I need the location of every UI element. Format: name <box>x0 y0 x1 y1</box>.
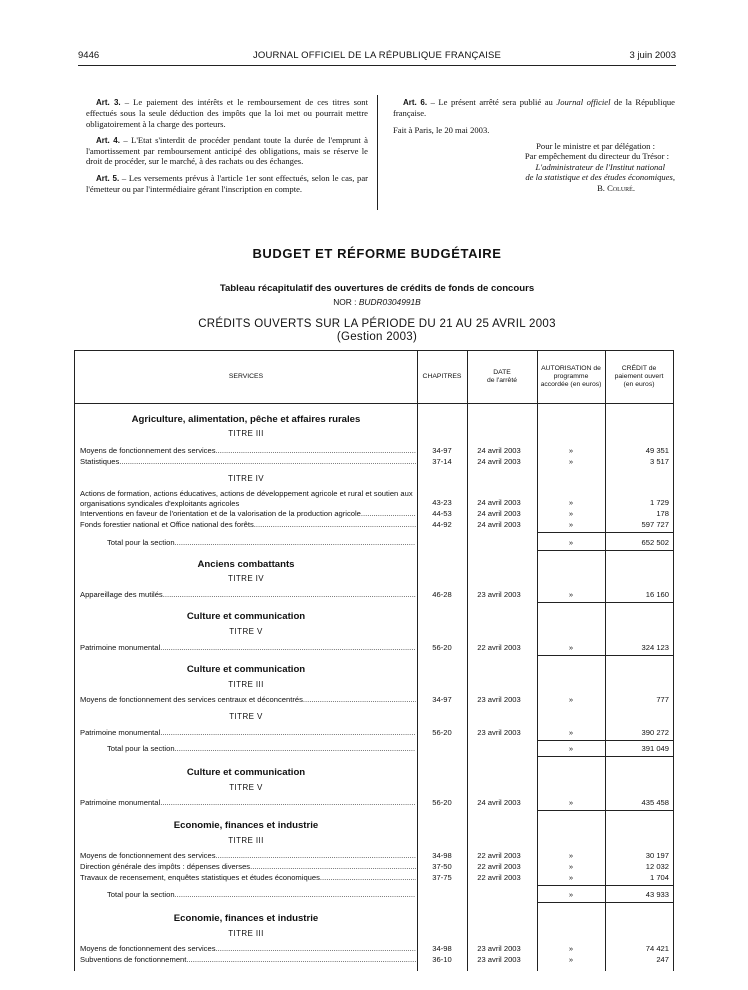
titre-label: TITRE IV <box>227 574 265 583</box>
credits-table <box>74 350 674 971</box>
table-row: Fonds forestier national et Office national des forêts ..... 44-92 24 avril 2003 » 597 727 <box>75 519 673 530</box>
total-rule <box>537 550 673 551</box>
titre-label: TITRE V <box>229 712 263 721</box>
titre-label: TITRE IV <box>227 474 265 483</box>
section-rule <box>537 602 673 603</box>
signatory-name: B. Coluré. <box>597 182 635 193</box>
titre-label: TITRE V <box>229 627 263 636</box>
table-row: Interventions en faveur de l'orientation et de la valorisation de la production agricole ..... 44-53 24 avril 2003 » 178 <box>75 508 673 519</box>
table-row: Patrimoine monumental ..... 56-20 23 avril 2003 » 390 272 <box>75 727 673 738</box>
page-number: 9446 <box>78 50 100 61</box>
table-row-label: Actions de formation, actions éducatives, actions de développement agricole et rural et soutien aux organisations syndicales d'exploitants agricoles <box>80 489 413 508</box>
total-rule <box>537 532 673 533</box>
total-rule <box>537 756 673 757</box>
section-heading: Culture et communication <box>186 767 306 778</box>
header-rule <box>78 65 676 66</box>
credits-period-title: CRÉDITS OUVERTS SUR LA PÉRIODE DU 21 AU 25 AVRIL 2003 (Gestion 2003) <box>198 318 556 343</box>
titre-label: TITRE III <box>228 929 264 938</box>
section-heading: Economie, finances et industrie <box>173 820 319 831</box>
total-row: Total pour la section ..... » 652 502 <box>75 537 673 548</box>
section-heading: Culture et communication <box>186 611 306 622</box>
table-row: Statistiques ..... 37-14 24 avril 2003 » 3 517 <box>75 456 673 467</box>
titre-label: TITRE III <box>228 429 264 438</box>
header-row-rule <box>75 403 673 404</box>
section-rule <box>537 810 673 811</box>
titre-label: TITRE V <box>229 783 263 792</box>
table-row: Appareillage des mutilés ..... 46-28 23 avril 2003 » 16 160 <box>75 589 673 600</box>
total-rule <box>537 902 673 903</box>
journal-title: JOURNAL OFFICIEL DE LA RÉPUBLIQUE FRANÇAISE <box>252 50 502 61</box>
header-autorisation: AUTORISATION de programme accordée (en euros) <box>540 365 602 388</box>
table-row: Moyens de fonctionnement des services centraux et déconcentrés ..... 34-97 23 avril 2003 » 777 <box>75 694 673 705</box>
table-row: Direction générale des impôts : dépenses diverses ..... 37-50 22 avril 2003 » 12 032 <box>75 861 673 872</box>
article-3: Art. 3. – Le paiement des intérêts et le remboursement de ces titres sont effectués sous la seule déduction des impôts que la loi met ou pourrait mettre obligatoirement à la charge des porteurs. <box>86 97 368 129</box>
table-row: Subventions de fonctionnement ..... 36-10 23 avril 2003 » 247 <box>75 954 673 965</box>
nor-reference: NOR : BUDR0304991B <box>333 297 421 307</box>
article-5: Art. 5. – Les versements prévus à l'article 1er sont effectués, selon le cas, par l'émetteur ou par l'intermédiaire gérant l'inscription en compte. <box>86 172 369 195</box>
right-text-column <box>393 97 675 193</box>
table-row: 43-23 24 avril 2003 » 1 729 <box>432 498 669 507</box>
signature-place-date: Fait à Paris, le 20 mai 2003. <box>393 124 490 135</box>
section-heading: Anciens combattants <box>197 559 295 570</box>
total-row: Total pour la section ..... » 391 049 <box>75 743 673 754</box>
issue-date: 3 juin 2003 <box>629 50 676 61</box>
titre-label: TITRE III <box>228 680 264 689</box>
header-chapitres: CHAPITRES <box>422 373 462 380</box>
table-row: Moyens de fonctionnement des services ..... 34-98 23 avril 2003 » 74 421 <box>75 943 673 954</box>
article-6: Art. 6. – Le présent arrêté sera publié au Journal officiel de la République française. <box>393 97 675 119</box>
article-4: Art. 4. – L'Etat s'interdit de procéder pendant toute la durée de l'emprunt à l'amortissement par remboursement anticipé des obligations, mais se réserve le droit de procéder, sur le marché, à des rachats ou des échanges. <box>86 134 368 167</box>
table-row: Patrimoine monumental ..... 56-20 24 avril 2003 » 435 458 <box>75 797 673 808</box>
table-row: Moyens de fonctionnement des services ..... 34-98 22 avril 2003 » 30 197 <box>75 850 673 861</box>
total-rule <box>537 885 673 886</box>
section-heading: Agriculture, alimentation, pêche et affaires rurales <box>131 414 361 425</box>
table-row: Patrimoine monumental ..... 56-20 22 avril 2003 » 324 123 <box>75 642 673 653</box>
table-title: Tableau récapitulatif des ouvertures de crédits de fonds de concours <box>219 283 535 294</box>
signature-block: Pour le ministre et par délégation : Par empêchement du directeur du Trésor : L'administrateur de l'Institut national de la statistique et des études économiques, B. Coluré. <box>393 141 675 194</box>
header-credit: CRÉDIT de paiement ouvert (en euros) <box>614 365 664 388</box>
page-header <box>78 50 676 62</box>
header-services: SERVICES <box>228 373 264 380</box>
section-heading: Culture et communication <box>186 664 306 675</box>
section-rule <box>537 655 673 656</box>
table-row: Moyens de fonctionnement des services ..... 34-97 24 avril 2003 » 49 351 <box>75 445 673 456</box>
header-date: DATE de l'arrêté <box>486 369 517 384</box>
section-title: BUDGET ET RÉFORME BUDGÉTAIRE <box>252 246 502 261</box>
left-text-column <box>86 97 368 200</box>
section-heading: Economie, finances et industrie <box>173 913 319 924</box>
column-divider <box>377 95 378 210</box>
total-row: Total pour la section ..... » 43 933 <box>75 889 673 900</box>
table-row: Travaux de recensement, enquêtes statistiques et études économiques ..... 37-75 22 avril 2003 » 1 704 <box>75 872 673 883</box>
titre-label: TITRE III <box>228 836 264 845</box>
total-rule <box>537 740 673 741</box>
